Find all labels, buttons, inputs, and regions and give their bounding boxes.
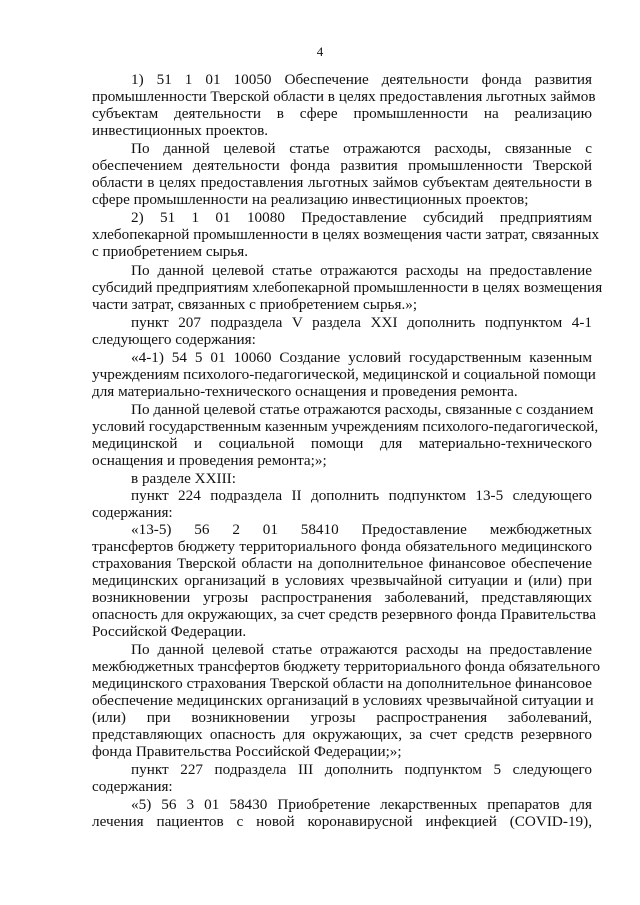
text-line: По данной целевой статье отражаются расходы, связанные с bbox=[131, 140, 592, 157]
text-line: По данной целевой статье отражаются расходы на предоставление bbox=[131, 262, 592, 279]
text-line: фонда Правительства Российской Федерации;»; bbox=[92, 743, 402, 760]
text-line: По данной целевой статье отражаются расходы, связанные с созданием bbox=[131, 401, 594, 418]
text-line: медицинских организаций в условиях чрезвычайной ситуации и (или) при bbox=[92, 572, 592, 589]
text-line: области в целях предоставления льготных займов субъектам деятельности в bbox=[92, 174, 592, 191]
text-line: хлебопекарной промышленности в целях возмещения части затрат, связанных bbox=[92, 226, 600, 243]
text-line: «13-5) 56 2 01 58410 Предоставление межбюджетных bbox=[131, 521, 592, 538]
text-line: инвестиционных проектов. bbox=[92, 122, 269, 139]
text-line: субъектам деятельности в сфере промышленности на реализацию bbox=[92, 105, 592, 122]
text-line: содержания: bbox=[92, 778, 173, 795]
text-line: лечения пациентов с новой коронавирусной инфекцией (COVID-19), bbox=[92, 813, 592, 830]
text-line: «4-1) 54 5 01 10060 Создание условий государственным казенным bbox=[131, 349, 592, 366]
text-line: части затрат, связанных с приобретением сырья.»; bbox=[92, 296, 418, 313]
text-line: условий государственным казенным учреждениям психолого-педагогической, bbox=[92, 418, 599, 435]
text-line: представляющих опасность для окружающих, за счет средств резервного bbox=[92, 726, 592, 743]
text-line: для материально-технического оснащения и проведения ремонта. bbox=[92, 383, 518, 400]
text-line: возникновении угрозы распространения заболеваний, представляющих bbox=[92, 589, 592, 606]
text-line: По данной целевой статье отражаются расходы на предоставление bbox=[131, 641, 592, 658]
text-line: с приобретением сырья. bbox=[92, 243, 249, 260]
text-line: (или) при возникновении угрозы распространения заболеваний, bbox=[92, 709, 592, 726]
text-line: «5) 56 3 01 58430 Приобретение лекарственных препаратов для bbox=[131, 796, 592, 813]
text-line: оснащения и проведения ремонта;»; bbox=[92, 452, 327, 469]
text-line: содержания: bbox=[92, 504, 173, 521]
text-line: следующего содержания: bbox=[92, 331, 256, 348]
text-line: 1) 51 1 01 10050 Обеспечение деятельности фонда развития bbox=[131, 71, 592, 88]
text-line: в разделе XXIII: bbox=[131, 470, 236, 487]
page-number: 4 bbox=[316, 44, 324, 59]
text-line: пункт 207 подраздела V раздела XXI дополнить подпунктом 4-1 bbox=[131, 314, 592, 331]
text-line: опасность для окружающих, за счет средств резервного фонда Правительства bbox=[92, 606, 596, 623]
text-line: страхования Тверской области на дополнительное финансовое обеспечение bbox=[92, 555, 592, 572]
text-line: медицинского страхования Тверской области на дополнительное финансовое bbox=[92, 675, 592, 692]
text-line: пункт 227 подраздела III дополнить подпунктом 5 следующего bbox=[131, 761, 592, 778]
text-line: трансфертов бюджету территориального фонда обязательного медицинского bbox=[92, 538, 592, 555]
text-line: пункт 224 подраздела II дополнить подпунктом 13-5 следующего bbox=[131, 487, 592, 504]
text-line: 2) 51 1 01 10080 Предоставление субсидий предприятиям bbox=[131, 209, 592, 226]
text-line: обеспечением деятельности фонда развития промышленности Тверской bbox=[92, 157, 592, 174]
text-line: промышленности Тверской области в целях предоставления льготных займов bbox=[92, 88, 596, 105]
text-line: субсидий предприятиям хлебопекарной промышленности в целях возмещения bbox=[92, 279, 603, 296]
text-line: обеспечение медицинских организаций в условиях чрезвычайной ситуации и bbox=[92, 692, 594, 709]
text-line: медицинской и социальной помощи для материально-технического bbox=[92, 435, 592, 452]
text-line: учреждениям психолого-педагогической, медицинской и социальной помощи bbox=[92, 366, 596, 383]
text-line: Российской Федерации. bbox=[92, 623, 247, 640]
text-line: межбюджетных трансфертов бюджету территориального фонда обязательного bbox=[92, 658, 601, 675]
text-line: сфере промышленности на реализацию инвестиционных проектов; bbox=[92, 191, 529, 208]
